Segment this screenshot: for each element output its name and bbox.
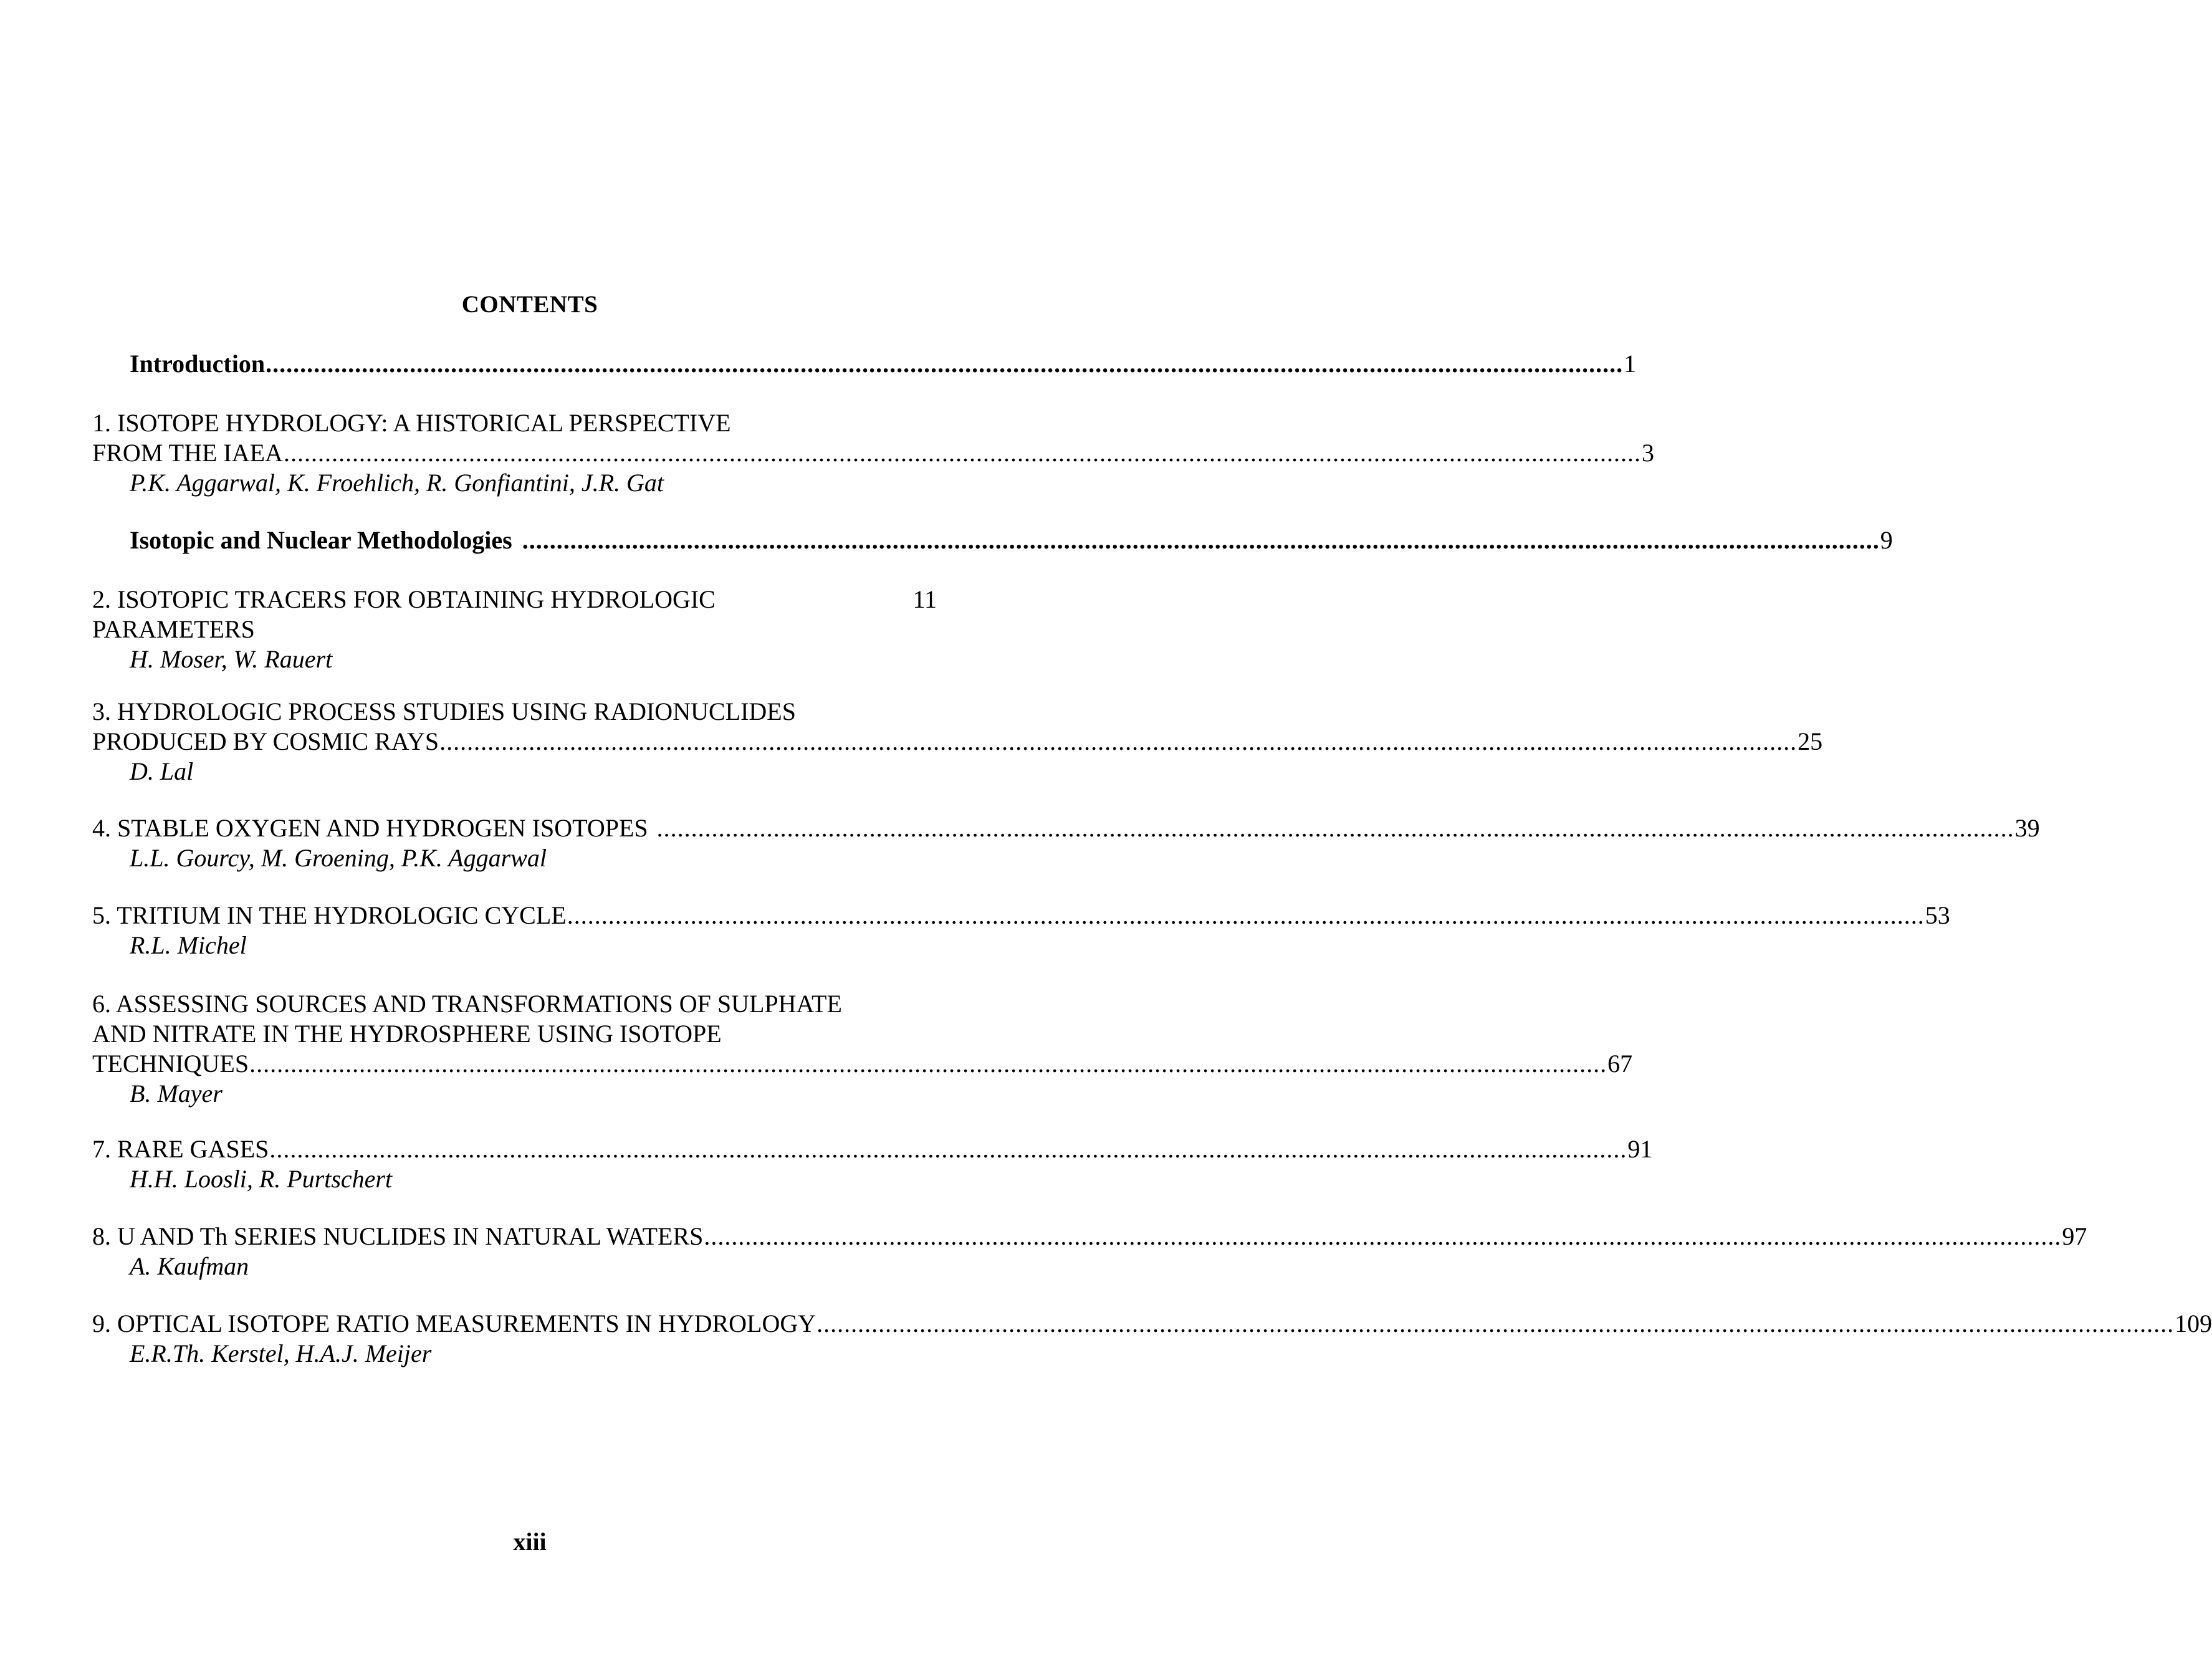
toc-authors: D. Lal bbox=[130, 757, 194, 785]
toc-line bbox=[92, 1049, 1633, 1079]
toc-authors: R.L. Michel bbox=[130, 931, 247, 959]
toc-entry-3[interactable] bbox=[92, 697, 1823, 787]
toc-page-number: 1 bbox=[1624, 350, 1637, 378]
toc-line bbox=[92, 1134, 1653, 1164]
toc-title: 6. ASSESSING SOURCES AND TRANSFORMATIONS OF SULPHATE bbox=[92, 990, 842, 1018]
dot-leader: ...................................................................................................................................................................................................... bbox=[704, 1222, 2062, 1250]
toc-title-cont: PRODUCED BY COSMIC RAYS bbox=[92, 727, 439, 755]
toc-section-methodologies[interactable] bbox=[92, 525, 1893, 555]
toc-page-number: 97 bbox=[2062, 1222, 2087, 1250]
toc-entry-6[interactable] bbox=[92, 989, 1633, 1109]
toc-title-cont: PARAMETERS bbox=[92, 615, 255, 643]
toc-line bbox=[92, 727, 1823, 757]
toc-title: Introduction bbox=[130, 350, 266, 378]
toc-line bbox=[92, 349, 1637, 379]
toc-title: 9. OPTICAL ISOTOPE RATIO MEASUREMENTS IN HYDROLOGY bbox=[92, 1309, 816, 1338]
dot-leader: ...................................................................................................................................................................................................... bbox=[656, 814, 2014, 842]
dot-leader: ...................................................................................................................................................................................................... bbox=[266, 350, 1624, 378]
toc-page-number: 39 bbox=[2014, 814, 2040, 842]
toc-page-number: 25 bbox=[1798, 727, 1823, 755]
toc-authors: B. Mayer bbox=[130, 1079, 223, 1108]
toc-authors: L.L. Gourcy, M. Groening, P.K. Aggarwal bbox=[130, 844, 547, 872]
toc-entry-2[interactable] bbox=[92, 585, 937, 674]
toc-entry-1[interactable] bbox=[92, 408, 1654, 498]
dot-leader: ...................................................................................................................................................................................................... bbox=[439, 727, 1798, 755]
toc-entry-5[interactable] bbox=[92, 901, 1950, 960]
toc-line bbox=[92, 615, 927, 644]
toc-line bbox=[92, 438, 1654, 468]
toc-page-number: 91 bbox=[1627, 1135, 1653, 1163]
dot-leader: ...................................................................................................................................................................................................... bbox=[567, 901, 1925, 929]
toc-title: 2. ISOTOPIC TRACERS FOR OBTAINING HYDROLOGIC bbox=[92, 585, 716, 613]
toc-line bbox=[92, 697, 927, 727]
toc-authors: A. Kaufman bbox=[130, 1252, 249, 1280]
toc-title-cont: TECHNIQUES bbox=[92, 1050, 249, 1078]
toc-page-number: 109 bbox=[2175, 1309, 2212, 1338]
toc-line bbox=[92, 408, 927, 438]
toc-line bbox=[92, 525, 1893, 555]
toc-authors: E.R.Th. Kerstel, H.A.J. Meijer bbox=[130, 1339, 432, 1367]
toc-page-number: 9 bbox=[1880, 526, 1893, 554]
dot-leader: ...................................................................................................................................................................................................... bbox=[283, 439, 1641, 467]
dot-leader: ...................................................................................................................................................................................................... bbox=[522, 526, 1880, 554]
toc-line bbox=[92, 585, 937, 615]
toc-title: 1. ISOTOPE HYDROLOGY: A HISTORICAL PERSPECTIVE bbox=[92, 409, 731, 437]
toc-authors: H. Moser, W. Rauert bbox=[130, 645, 333, 673]
toc-title-cont: AND NITRATE IN THE HYDROSPHERE USING ISOTOPE bbox=[92, 1020, 722, 1048]
dot-leader: ...................................................................................................................................................................................................... bbox=[269, 1135, 1627, 1163]
toc-entry-7[interactable] bbox=[92, 1134, 1653, 1194]
page-title: CONTENTS bbox=[461, 291, 598, 318]
toc-entry-8[interactable] bbox=[92, 1222, 2087, 1281]
toc-page-number: 67 bbox=[1607, 1050, 1633, 1078]
toc-title: 7. RARE GASES bbox=[92, 1135, 269, 1163]
toc-entry-9[interactable] bbox=[92, 1309, 2212, 1369]
page-number-folio: xiii bbox=[513, 1528, 547, 1556]
toc-title: 4. STABLE OXYGEN AND HYDROGEN ISOTOPES bbox=[92, 814, 648, 842]
dot-leader: ...................................................................................................................................................................................................... bbox=[249, 1050, 1607, 1078]
toc-section-title: Isotopic and Nuclear Methodologies bbox=[130, 526, 512, 554]
toc-title: 5. TRITIUM IN THE HYDROLOGIC CYCLE bbox=[92, 901, 567, 929]
toc-title: 8. U AND Th SERIES NUCLIDES IN NATURAL WATERS bbox=[92, 1222, 704, 1250]
toc-title-cont: FROM THE IAEA bbox=[92, 439, 283, 467]
dot-leader: ...................................................................................................................................................................................................... bbox=[816, 1309, 2175, 1338]
toc-line bbox=[92, 1222, 2087, 1252]
toc-line bbox=[92, 1019, 927, 1049]
toc-entry-4[interactable] bbox=[92, 813, 2040, 873]
toc-line bbox=[92, 901, 1950, 931]
toc-entry-introduction[interactable] bbox=[92, 349, 1637, 379]
toc-authors: H.H. Loosli, R. Purtschert bbox=[130, 1165, 393, 1193]
toc-line bbox=[92, 1309, 2212, 1339]
toc-authors: P.K. Aggarwal, K. Froehlich, R. Gonfiantini, J.R. Gat bbox=[130, 469, 664, 497]
toc-title: 3. HYDROLOGIC PROCESS STUDIES USING RADIONUCLIDES bbox=[92, 697, 796, 725]
toc-line bbox=[92, 813, 2040, 843]
toc-line bbox=[92, 989, 927, 1019]
toc-page-number: 11 bbox=[912, 585, 937, 613]
toc-page-number: 3 bbox=[1641, 439, 1654, 467]
toc-page-number: 53 bbox=[1925, 901, 1950, 929]
